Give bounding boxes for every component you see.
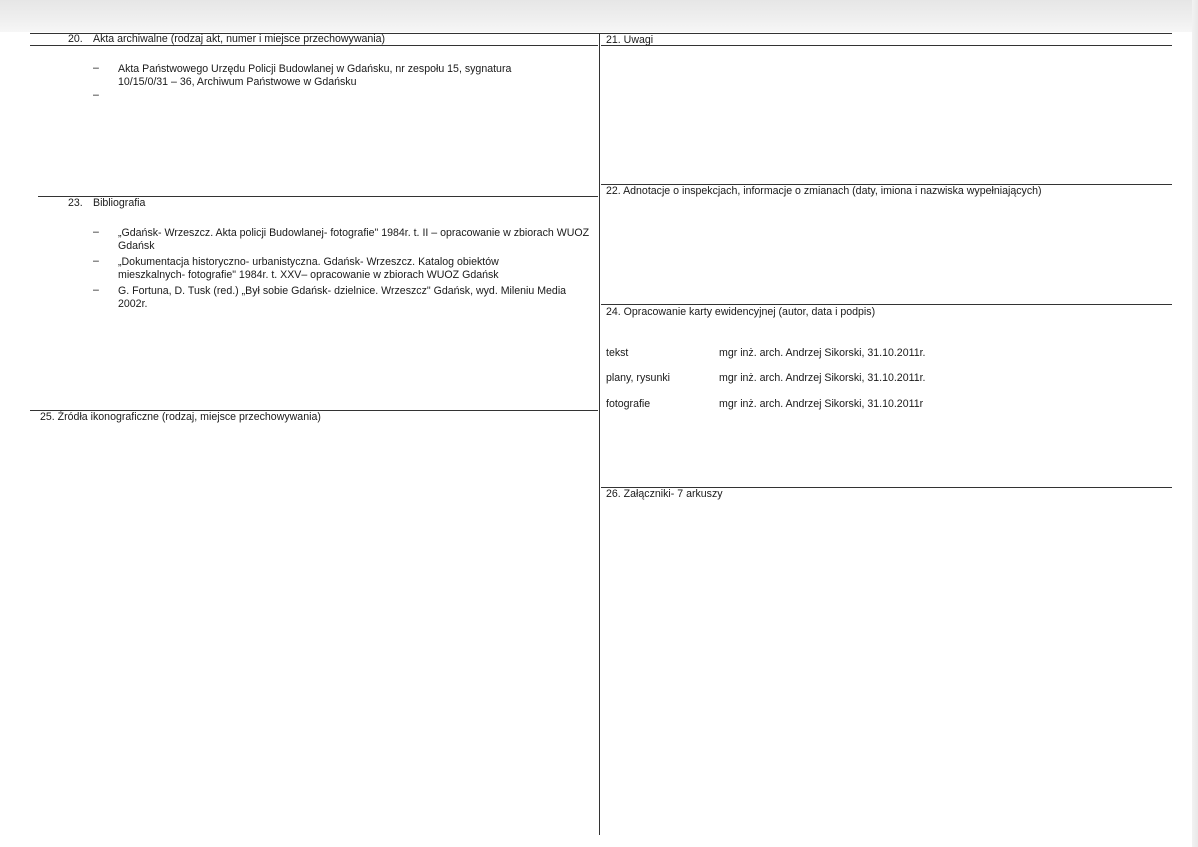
section22-header: 22. Adnotacje o inspekcjach, informacje o zmianach (daty, imiona i nazwiska wypełniających) [606,185,1042,197]
section23-title: Bibliografia [93,197,146,209]
scan-shadow-right [1192,0,1198,847]
scan-shadow-top [0,0,1198,32]
section23-dash-2: – [93,255,99,267]
section20-number: 20. [68,33,83,45]
section23-dash-1: – [93,226,99,238]
section21-header: 21. Uwagi [606,34,654,46]
section23-number: 23. [68,197,83,209]
section20-item-1: Akta Państwowego Urzędu Policji Budowlanej w Gdańsku, nr zespołu 15, sygnatura 10/15/0/31 – 36, Archiwum Państwowe w Gdańsku [118,63,512,88]
section24-rule [601,304,1172,305]
center-divider [599,33,600,835]
section23-item-3: G. Fortuna, D. Tusk (red.) „Był sobie Gdańsk- dzielnice. Wrzeszcz" Gdańsk, wyd. Mileniu Media 2002r. [118,285,567,310]
section23-item-1: „Gdańsk- Wrzeszcz. Akta policji Budowlanej- fotografie" 1984r. t. II – opracowanie w zbiorach WUOZ Gdańsk [118,227,590,252]
credit-value-plans: mgr inż. arch. Andrzej Sikorski, 31.10.2011r. [719,372,926,384]
section20-dash-1: – [93,62,99,74]
credit-kind-text: tekst [606,347,629,359]
section23-header [68,197,145,210]
section25-header: 25. Źródła ikonograficzne (rodzaj, miejsce przechowywania) [40,411,321,423]
credit-value-text: mgr inż. arch. Andrzej Sikorski, 31.10.2011r. [719,347,926,359]
section23-dash-3: – [93,284,99,296]
section24-header: 24. Opracowanie karty ewidencyjnej (autor, data i podpis) [606,306,876,318]
credit-kind-plans: plany, rysunki [606,372,670,384]
section20-title: Akta archiwalne (rodzaj akt, numer i miejsce przechowywania) [93,33,386,45]
credit-kind-photos: fotografie [606,398,651,410]
credit-value-photos: mgr inż. arch. Andrzej Sikorski, 31.10.2011r [719,398,924,410]
section26-header: 26. Załączniki- 7 arkuszy [606,488,723,500]
section20-header [68,33,385,46]
section21-header-rule [601,45,1172,46]
section23-item-2: „Dokumentacja historyczno- urbanistyczna. Gdańsk- Wrzeszcz. Katalog obiektów mieszkalnych- fotografie" 1984r. t. XXV– opracowanie w zbiorach WUOZ Gdańsk [118,256,499,281]
section20-dash-2: – [93,89,99,101]
